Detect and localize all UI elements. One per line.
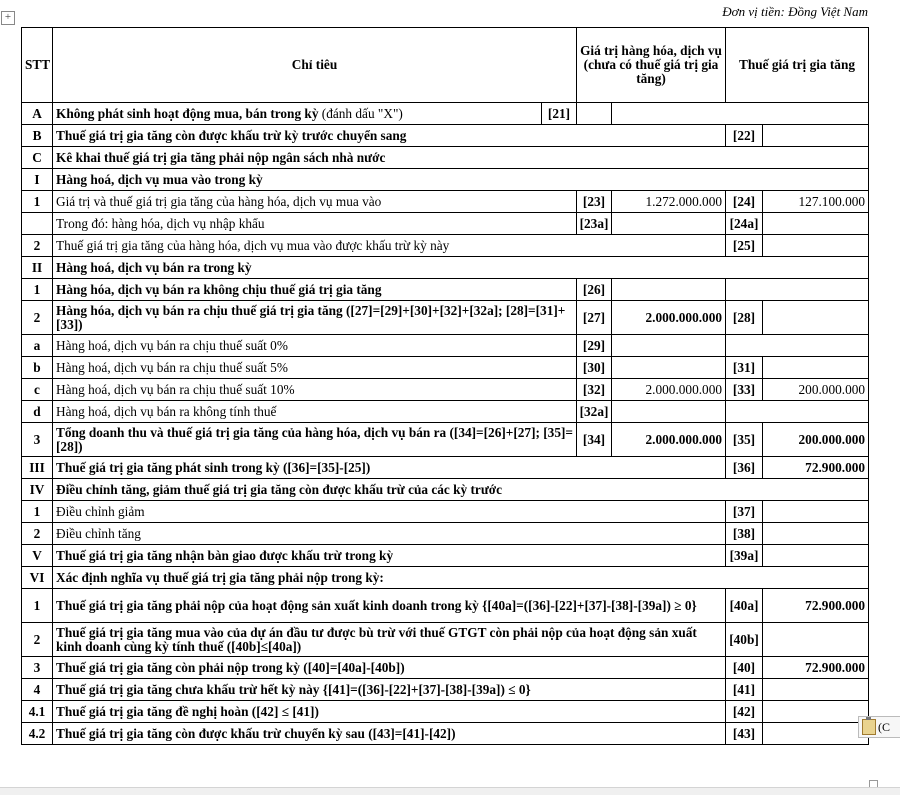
vat-value-cell[interactable] <box>763 723 869 745</box>
vat-value-cell[interactable] <box>763 301 869 335</box>
row-stt: 2 <box>22 235 53 257</box>
goods-value-cell[interactable] <box>612 401 726 423</box>
row-label: Hàng hoá, dịch vụ bán ra chịu thuế suất 5% <box>53 357 577 379</box>
table-row <box>22 589 869 623</box>
code-cell: [36] <box>726 457 763 479</box>
table-row <box>22 191 869 213</box>
table-row <box>22 523 869 545</box>
row-label: Thuế giá trị gia tăng phải nộp của hoạt động sản xuất kinh doanh trong kỳ {[40a]=([36]-[22]+[37]-[38]-[39a]) ≥ 0} <box>53 589 726 623</box>
code-cell: [23a] <box>577 213 612 235</box>
vat-value-cell[interactable]: 72.900.000 <box>763 457 869 479</box>
header-gia-tri: Giá trị hàng hóa, dịch vụ (chưa có thuế giá trị gia tăng) <box>577 28 726 103</box>
row-label: Hàng hoá, dịch vụ mua vào trong kỳ <box>53 169 869 191</box>
table-row <box>22 379 869 401</box>
table-row <box>22 235 869 257</box>
row-label: Hàng hoá, dịch vụ bán ra không tính thuế <box>53 401 577 423</box>
row-stt: c <box>22 379 53 401</box>
code-cell: [26] <box>577 279 612 301</box>
row-stt: 1 <box>22 279 53 301</box>
code-cell: [32a] <box>577 401 612 423</box>
goods-value-cell[interactable] <box>612 279 726 301</box>
row-stt: A <box>22 103 53 125</box>
row-stt: 1 <box>22 589 53 623</box>
row-label: Tổng doanh thu và thuế giá trị gia tăng của hàng hóa, dịch vụ bán ra ([34]=[26]+[27]; [35]=[28]) <box>53 423 577 457</box>
row-stt: a <box>22 335 53 357</box>
row-label: Hàng hoá, dịch vụ bán ra chịu thuế suất 10% <box>53 379 577 401</box>
clipboard-icon <box>862 719 876 735</box>
code-cell: [42] <box>726 701 763 723</box>
row-label: Thuế giá trị gia tăng đề nghị hoàn ([42] ≤ [41]) <box>53 701 726 723</box>
code-cell: [41] <box>726 679 763 701</box>
row-label-note: (đánh dấu "X") <box>318 105 403 121</box>
row-label: Thuế giá trị gia tăng phát sinh trong kỳ ([36]=[35]-[25]) <box>53 457 726 479</box>
code-cell: [32] <box>577 379 612 401</box>
code-cell: [40] <box>726 657 763 679</box>
checkbox-x-cell[interactable] <box>577 103 612 125</box>
table-row <box>22 657 869 679</box>
table-move-handle-icon[interactable]: + <box>1 11 15 25</box>
row-stt: 1 <box>22 191 53 213</box>
paste-options-button[interactable] <box>858 716 900 738</box>
header-chi-tieu: Chỉ tiêu <box>53 28 577 103</box>
row-label: Hàng hóa, dịch vụ bán ra chịu thuế giá trị gia tăng ([27]=[29]+[30]+[32]+[32a]; [28]=[31]+[33]) <box>53 301 577 335</box>
goods-value-cell[interactable] <box>612 213 726 235</box>
row-label: Thuế giá trị gia tăng còn được khấu trừ chuyển kỳ sau ([43]=[41]-[42]) <box>53 723 726 745</box>
table-row <box>22 301 869 335</box>
row-stt: II <box>22 257 53 279</box>
row-label: Thuế giá trị gia tăng còn phải nộp trong kỳ ([40]=[40a]-[40b]) <box>53 657 726 679</box>
row-stt: 3 <box>22 657 53 679</box>
table-header-row <box>22 28 869 103</box>
row-stt: 1 <box>22 501 53 523</box>
row-stt: B <box>22 125 53 147</box>
table-row <box>22 679 869 701</box>
table-row <box>22 125 869 147</box>
row-stt: III <box>22 457 53 479</box>
code-cell: [40b] <box>726 623 763 657</box>
row-stt: IV <box>22 479 53 501</box>
code-cell: [24a] <box>726 213 763 235</box>
vat-value-cell[interactable] <box>763 623 869 657</box>
row-label: Thuế giá trị gia tăng mua vào của dự án đầu tư được bù trừ với thuế GTGT còn phải nộp của hoạt động sản xuất kinh doanh cùng kỳ tính thuế ([40b]≤[40a]) <box>53 623 726 657</box>
row-label: Thuế giá trị gia tăng còn được khấu trừ kỳ trước chuyển sang <box>53 125 726 147</box>
vat-value-cell[interactable] <box>763 523 869 545</box>
table-row <box>22 479 869 501</box>
row-stt: 2 <box>22 301 53 335</box>
row-stt: 4.1 <box>22 701 53 723</box>
row-label: Xác định nghĩa vụ thuế giá trị gia tăng phải nộp trong kỳ: <box>53 567 869 589</box>
currency-unit-note: Đơn vị tiền: Đồng Việt Nam <box>722 4 868 19</box>
row-label: Điều chỉnh tăng, giảm thuế giá trị gia tăng còn được khấu trừ của các kỳ trước <box>53 479 869 501</box>
row-stt: 2 <box>22 623 53 657</box>
paste-options-label: (C <box>878 719 890 734</box>
row-stt: V <box>22 545 53 567</box>
code-cell: [25] <box>726 235 763 257</box>
goods-value-cell[interactable]: 2.000.000.000 <box>612 301 726 335</box>
vat-declaration-table <box>21 27 869 745</box>
table-row <box>22 623 869 657</box>
table-row <box>22 357 869 379</box>
row-label: Thuế giá trị gia tăng của hàng hóa, dịch vụ mua vào được khấu trừ kỳ này <box>53 235 726 257</box>
goods-value-cell[interactable] <box>612 357 726 379</box>
code-cell: [37] <box>726 501 763 523</box>
row-stt <box>22 213 53 235</box>
code-cell: [27] <box>577 301 612 335</box>
table-row <box>22 169 869 191</box>
code-cell: [33] <box>726 379 763 401</box>
row-label: Điều chỉnh giảm <box>53 501 726 523</box>
header-thue: Thuế giá trị gia tăng <box>726 28 869 103</box>
code-cell: [23] <box>577 191 612 213</box>
empty-cell <box>726 279 869 301</box>
row-label: Trong đó: hàng hóa, dịch vụ nhập khẩu <box>53 213 577 235</box>
row-label: Hàng hóa, dịch vụ bán ra không chịu thuế giá trị gia tăng <box>53 279 577 301</box>
row-label <box>53 103 577 125</box>
vat-value-cell[interactable] <box>763 701 869 723</box>
table-row <box>22 545 869 567</box>
table-row <box>22 501 869 523</box>
vat-value-cell[interactable] <box>763 679 869 701</box>
table-row <box>22 257 869 279</box>
row-stt: 2 <box>22 523 53 545</box>
vat-value-cell[interactable]: 72.900.000 <box>763 589 869 623</box>
empty-cell <box>726 335 869 357</box>
vat-value-cell[interactable] <box>763 213 869 235</box>
code-cell: [35] <box>726 423 763 457</box>
header-stt: STT <box>22 28 53 103</box>
row-stt: VI <box>22 567 53 589</box>
vat-value-cell[interactable]: 127.100.000 <box>763 191 869 213</box>
vat-value-cell[interactable] <box>763 125 869 147</box>
vat-value-cell[interactable] <box>763 545 869 567</box>
vat-value-cell[interactable]: 72.900.000 <box>763 657 869 679</box>
row-label: Điều chỉnh tăng <box>53 523 726 545</box>
table-row <box>22 457 869 479</box>
vat-value-cell[interactable]: 200.000.000 <box>763 379 869 401</box>
empty-cell <box>612 103 869 125</box>
row-label: Kê khai thuế giá trị gia tăng phải nộp ngân sách nhà nước <box>53 147 869 169</box>
goods-value-cell[interactable]: 2.000.000.000 <box>612 423 726 457</box>
goods-value-cell[interactable] <box>612 335 726 357</box>
code-cell: [43] <box>726 723 763 745</box>
table-row <box>22 147 869 169</box>
empty-cell <box>726 401 869 423</box>
table-row <box>22 423 869 457</box>
goods-value-cell[interactable]: 1.272.000.000 <box>612 191 726 213</box>
table-row <box>22 723 869 745</box>
row-stt: 3 <box>22 423 53 457</box>
code-cell: [34] <box>577 423 612 457</box>
table-row <box>22 213 869 235</box>
table-row <box>22 279 869 301</box>
code-cell: [22] <box>726 125 763 147</box>
row-label: Hàng hoá, dịch vụ bán ra chịu thuế suất 0% <box>53 335 577 357</box>
row-stt: I <box>22 169 53 191</box>
row-stt: 4.2 <box>22 723 53 745</box>
code-cell: [39a] <box>726 545 763 567</box>
vat-value-cell[interactable] <box>763 501 869 523</box>
goods-value-cell[interactable]: 2.000.000.000 <box>612 379 726 401</box>
table-row <box>22 701 869 723</box>
row-stt: 4 <box>22 679 53 701</box>
row-label: Hàng hoá, dịch vụ bán ra trong kỳ <box>53 257 869 279</box>
table-row <box>22 567 869 589</box>
vat-value-cell[interactable] <box>763 235 869 257</box>
row-label: Giá trị và thuế giá trị gia tăng của hàng hóa, dịch vụ mua vào <box>53 191 577 213</box>
row-stt: C <box>22 147 53 169</box>
vat-value-cell[interactable]: 200.000.000 <box>763 423 869 457</box>
vat-value-cell[interactable] <box>763 357 869 379</box>
row-label-text: Không phát sinh hoạt động mua, bán trong kỳ <box>56 105 319 121</box>
table-row <box>22 335 869 357</box>
code-cell: [28] <box>726 301 763 335</box>
table-row <box>22 103 869 125</box>
code-cell: [40a] <box>726 589 763 623</box>
row-label: Thuế giá trị gia tăng nhận bàn giao được khấu trừ trong kỳ <box>53 545 726 567</box>
row-label: Thuế giá trị gia tăng chưa khấu trừ hết kỳ này {[41]=([36]-[22]+[37]-[38]-[39a]) ≤ 0} <box>53 679 726 701</box>
code-cell: [30] <box>577 357 612 379</box>
code-cell: [24] <box>726 191 763 213</box>
code-cell: [29] <box>577 335 612 357</box>
code-cell: [38] <box>726 523 763 545</box>
row-stt: b <box>22 357 53 379</box>
row-stt: d <box>22 401 53 423</box>
code-21: [21] <box>541 103 576 124</box>
table-row <box>22 401 869 423</box>
code-cell: [31] <box>726 357 763 379</box>
